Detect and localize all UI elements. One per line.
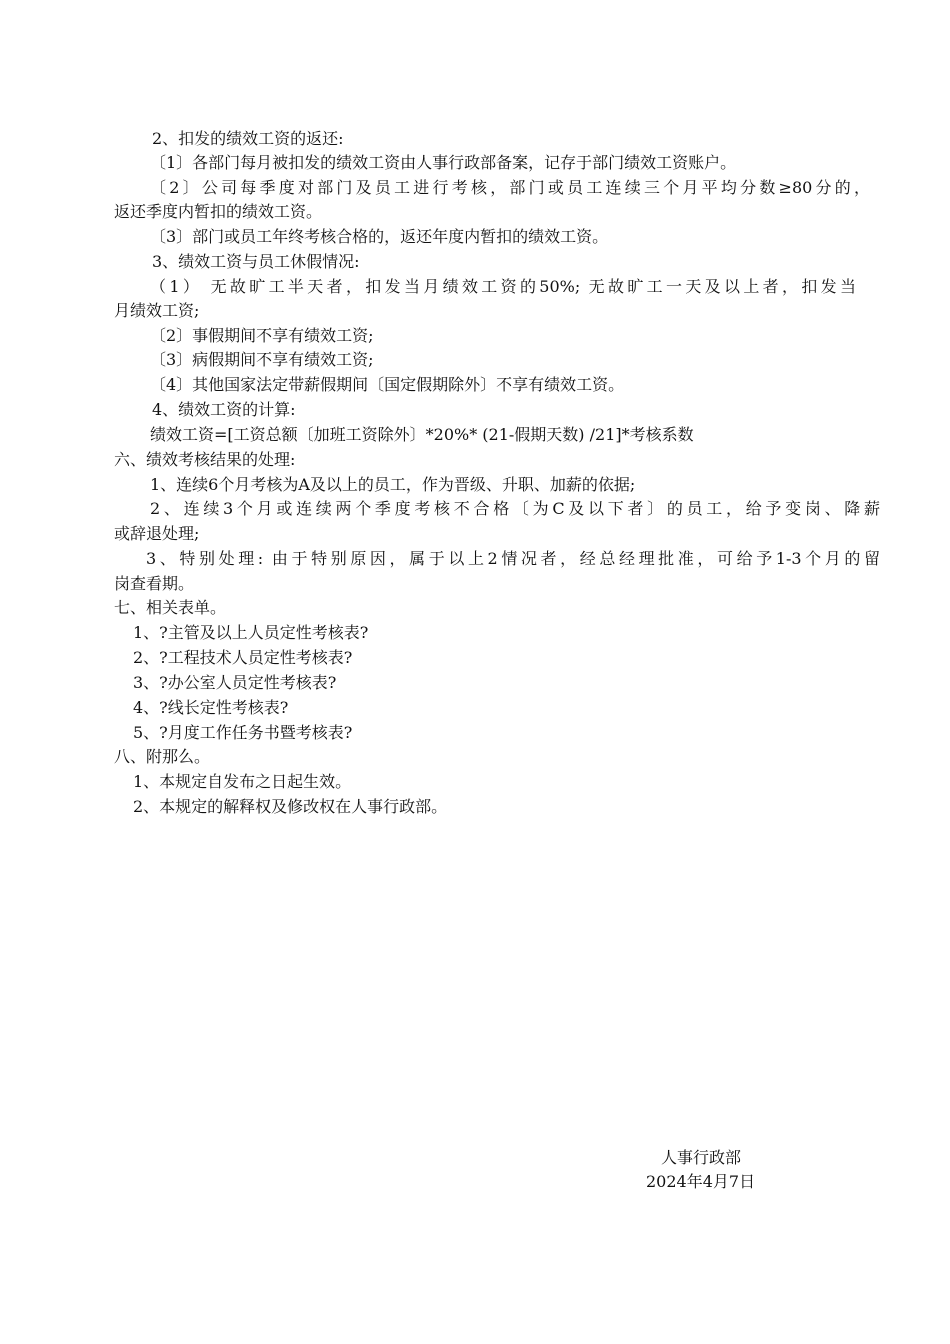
section-heading-leave: 3、绩效工资与员工休假情况: bbox=[152, 252, 360, 271]
paragraph-line: 1、连续6个月考核为A及以上的员工，作为晋级、升职、加薪的依据; bbox=[150, 475, 636, 494]
form-list-item: 5、?月度工作任务书暨考核表? bbox=[133, 723, 353, 742]
paragraph-line: 返还季度内暂扣的绩效工资。 bbox=[114, 202, 323, 221]
paragraph-line: （1） 无故旷工半天者，扣发当月绩效工资的50%; 无故旷工一天及以上者，扣发当 bbox=[150, 277, 856, 296]
paragraph-line: 3、特别处理: 由于特别原因，属于以上2情况者，经总经理批准，可给予1-3个月的留 bbox=[146, 549, 880, 568]
section-heading-calculation: 4、绩效工资的计算: bbox=[152, 400, 296, 419]
signature-date: 2024年4月7日 bbox=[646, 1172, 756, 1191]
section-heading-refund: 2、扣发的绩效工资的返还: bbox=[152, 129, 344, 148]
paragraph-line: 2、本规定的解释权及修改权在人事行政部。 bbox=[133, 797, 448, 816]
form-list-item: 4、?线长定性考核表? bbox=[133, 698, 289, 717]
form-list-item: 2、?工程技术人员定性考核表? bbox=[133, 648, 353, 667]
paragraph-line: 或辞退处理; bbox=[114, 524, 200, 543]
paragraph-line: 1、本规定自发布之日起生效。 bbox=[133, 772, 352, 791]
paragraph-line: 月绩效工资; bbox=[114, 301, 200, 320]
paragraph-line: 2、连续3个月或连续两个季度考核不合格〔为C及以下者〕的员工，给予变岗、降薪 bbox=[150, 499, 880, 518]
signature-department: 人事行政部 bbox=[661, 1148, 742, 1167]
chapter-heading-six: 六、绩效考核结果的处理: bbox=[114, 450, 296, 469]
paragraph-line: 〔1〕各部门每月被扣发的绩效工资由人事行政部备案，记存于部门绩效工资账户。 bbox=[150, 153, 737, 172]
form-list-item: 1、?主管及以上人员定性考核表? bbox=[133, 623, 369, 642]
form-list-item: 3、?办公室人员定性考核表? bbox=[133, 673, 337, 692]
paragraph-line: 岗查看期。 bbox=[114, 574, 195, 593]
paragraph-line: 〔2〕公司每季度对部门及员工进行考核，部门或员工连续三个月平均分数≥80分的， bbox=[150, 178, 870, 197]
paragraph-line: 〔3〕病假期间不享有绩效工资; bbox=[150, 350, 374, 369]
paragraph-line: 〔2〕事假期间不享有绩效工资; bbox=[150, 326, 374, 345]
chapter-heading-seven: 七、相关表单。 bbox=[114, 598, 227, 617]
chapter-heading-eight: 八、附那么。 bbox=[114, 747, 211, 766]
formula-line: 绩效工资=[工资总额〔加班工资除外〕*20%* (21-假期天数) /21]*考核系数 bbox=[150, 425, 694, 444]
paragraph-line: 〔4〕其他国家法定带薪假期间〔国定假期除外〕不享有绩效工资。 bbox=[150, 375, 625, 394]
paragraph-line: 〔3〕部门或员工年终考核合格的，返还年度内暂扣的绩效工资。 bbox=[150, 227, 609, 246]
